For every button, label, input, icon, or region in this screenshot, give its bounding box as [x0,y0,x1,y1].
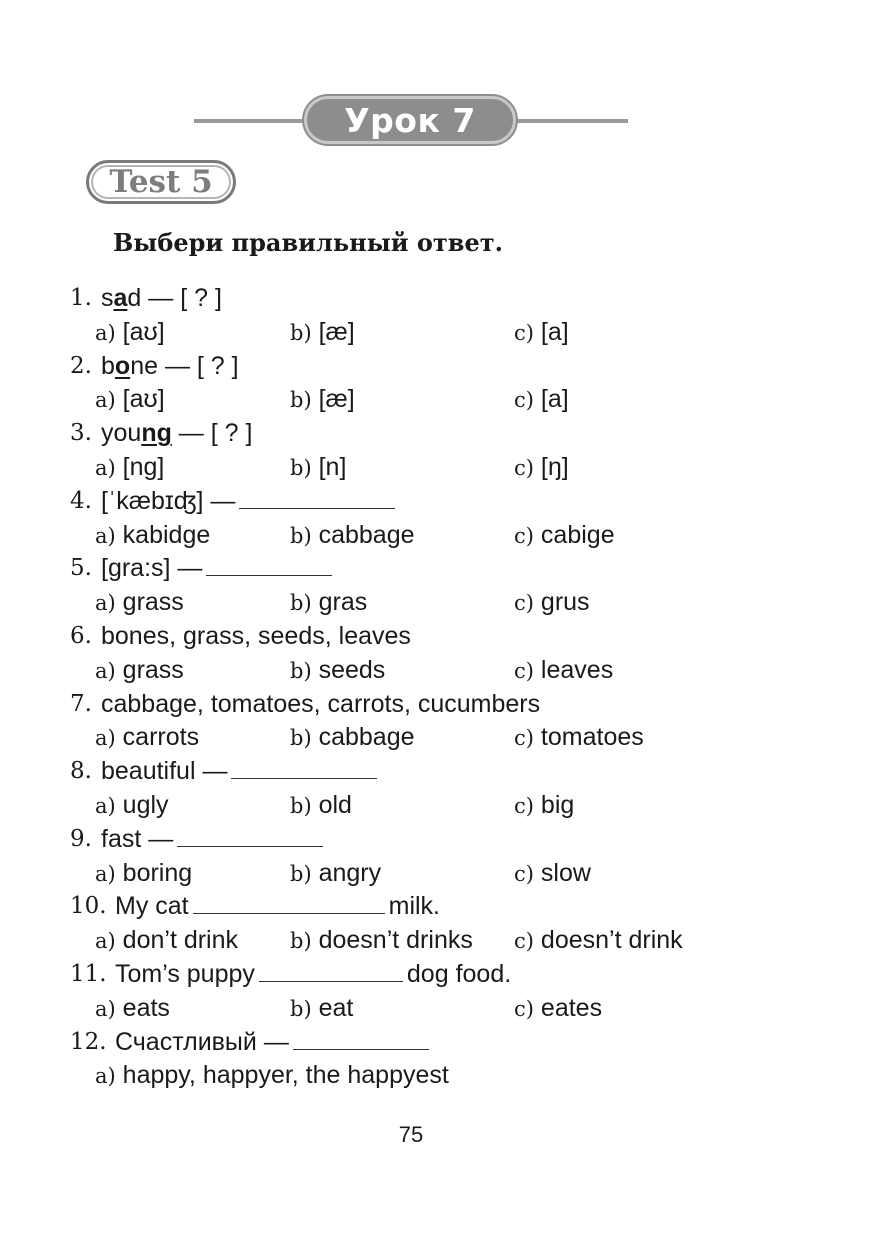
option-c[interactable]: c) big [514,790,575,819]
answer-blank[interactable] [259,959,403,982]
question-number: 4. [70,487,92,514]
question-text: [ˈkæbɪʤ] — [101,485,399,519]
option-a[interactable]: a) don’t drink [95,926,239,955]
answer-blank[interactable] [239,486,395,509]
option-c[interactable]: c) grus [514,588,590,617]
answer-blank[interactable] [177,824,323,847]
option-c[interactable]: c) [ŋ] [514,452,569,481]
question-number: 8. [70,758,92,785]
question-row [0,485,877,519]
question-number: 12. [70,1028,107,1055]
question-text: sad — [ ? ] [101,284,222,312]
question-text: cabbage, tomatoes, carrots, cucumbers [101,689,541,718]
option-a[interactable]: a) boring [95,858,193,887]
answer-options [0,992,877,1026]
answer-options [0,924,877,958]
option-b[interactable]: b) cabbage [290,520,415,549]
question-row [0,823,877,857]
option-c[interactable]: c) doesn’t drink [514,926,683,955]
option-a[interactable]: a) carrots [95,723,200,752]
test-label: Test 5 [86,160,236,204]
question-row [0,552,877,586]
option-a[interactable]: a) [aʊ] [95,317,165,346]
question-number: 9. [70,825,92,852]
question-row [0,282,877,316]
question-number: 6. [70,622,92,649]
option-a[interactable]: a) happy, happyer, the happyest [95,1061,449,1090]
question-number: 7. [70,690,92,717]
question-number: 2. [70,352,92,379]
option-a[interactable]: a) grass [95,588,184,617]
question-list [0,282,877,1093]
answer-blank[interactable] [193,891,385,914]
question-number: 1. [70,285,92,311]
option-c[interactable]: c) cabige [514,520,615,549]
lesson-title: Урок 7 [304,96,516,144]
answer-options [0,586,877,620]
answer-options [0,857,877,891]
question-row [0,890,877,924]
question-row [0,688,877,722]
option-a[interactable]: a) kabidge [95,520,211,549]
option-a[interactable]: a) ugly [95,790,169,819]
lesson-rule-left [194,119,314,123]
question-number: 3. [70,420,92,447]
question-row [0,958,877,992]
option-c[interactable]: c) leaves [514,655,614,684]
question-row [0,620,877,654]
option-b[interactable]: b) [n] [290,452,347,481]
question-text: My cat milk. [115,892,441,921]
option-c[interactable]: c) tomatoes [514,723,644,752]
question-text: fast — [101,823,327,857]
option-c[interactable]: c) slow [514,858,591,887]
option-c[interactable]: c) [a] [514,317,569,346]
question-text: young — [ ? ] [101,419,253,448]
question-row [0,417,877,451]
option-b[interactable]: b) seeds [290,655,386,684]
answer-options [0,519,877,553]
answer-options [0,316,877,350]
question-text: [gra:s] — [101,552,336,586]
answer-options [0,654,877,688]
answer-blank[interactable] [206,553,332,576]
answer-options [0,1059,877,1093]
option-c[interactable]: c) [a] [514,385,569,414]
question-number: 5. [70,555,92,582]
option-a[interactable]: a) grass [95,655,184,684]
question-text: Tom’s puppy dog food. [115,959,512,988]
question-number: 10. [70,893,107,920]
question-row [0,350,877,384]
option-a[interactable]: a) [ng] [95,452,165,481]
answer-blank[interactable] [293,1027,429,1050]
answer-options [0,451,877,485]
option-a[interactable]: a) [aʊ] [95,385,165,414]
question-text: bone — [ ? ] [101,351,239,380]
lesson-rule-right [508,119,628,123]
answer-blank[interactable] [231,756,377,779]
question-text: beautiful — [101,755,381,789]
question-row [0,1026,877,1060]
option-b[interactable]: b) old [290,790,352,819]
question-number: 11. [70,960,107,987]
option-a[interactable]: a) eats [95,993,170,1022]
option-b[interactable]: b) cabbage [290,723,415,752]
option-b[interactable]: b) [æ] [290,317,355,346]
answer-options [0,789,877,823]
answer-options [0,383,877,417]
option-b[interactable]: b) [æ] [290,385,355,414]
option-c[interactable]: c) eates [514,993,603,1022]
option-b[interactable]: b) doesn’t drinks [290,926,473,955]
option-b[interactable]: b) gras [290,588,368,617]
instruction: Выбери правильный ответ. [113,228,503,257]
page-number: 75 [398,1122,424,1147]
option-b[interactable]: b) eat [290,993,354,1022]
answer-options [0,721,877,755]
question-text: bones, grass, seeds, leaves [101,621,411,650]
question-row [0,755,877,789]
option-b[interactable]: b) angry [290,858,382,887]
question-text: Счастливый — [115,1026,433,1060]
